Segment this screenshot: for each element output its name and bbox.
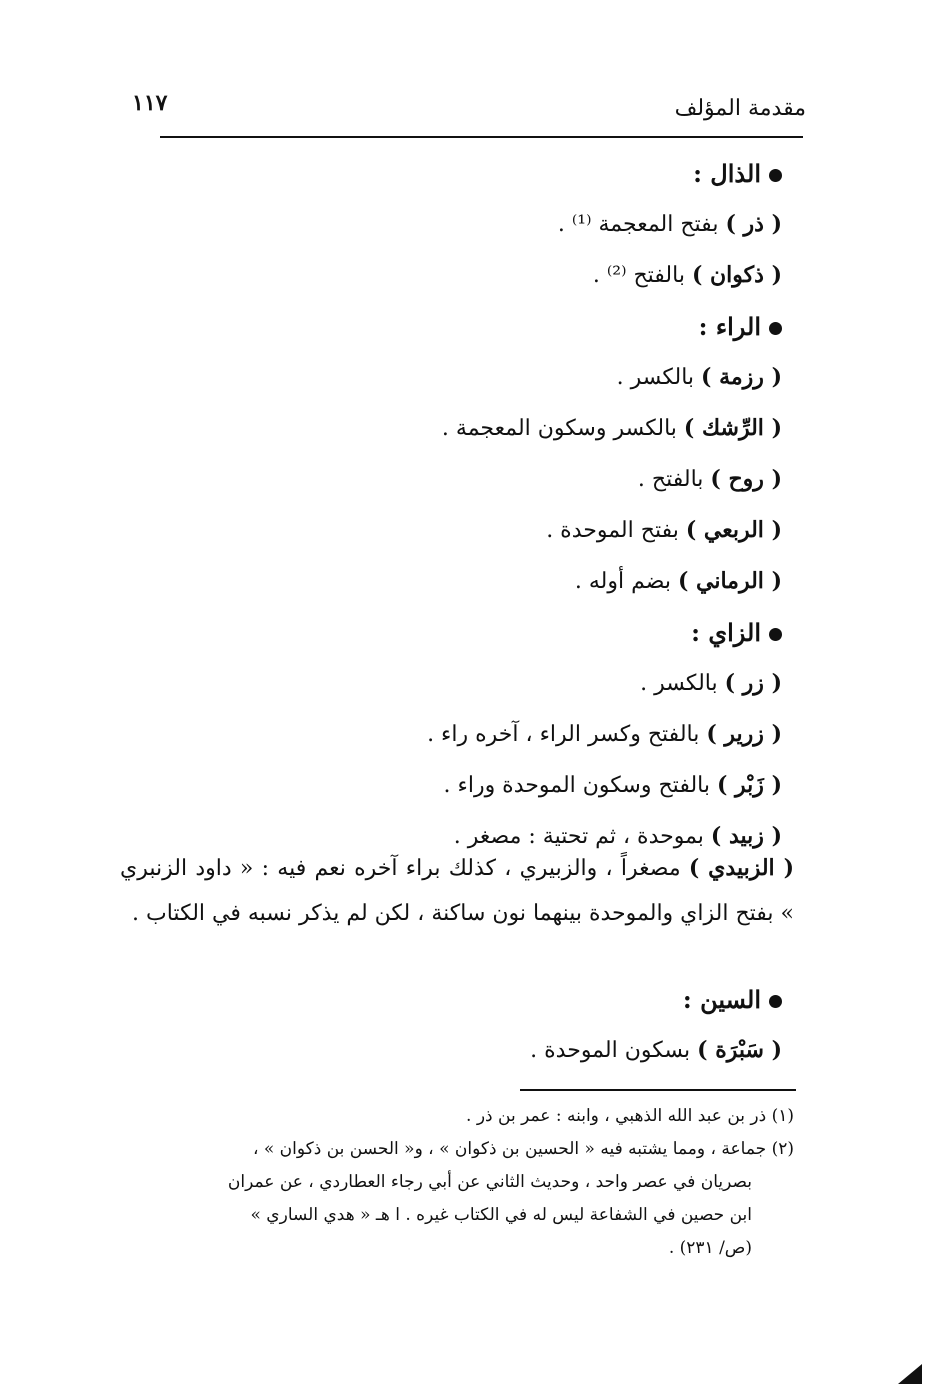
entry-line xyxy=(142,658,782,709)
entry-line xyxy=(142,250,782,301)
entry-term: ( الربعي ) xyxy=(685,517,782,543)
entry-text: بالكسر وسكون المعجمة . xyxy=(441,416,684,441)
entry-text: بالفتح وسكون الموحدة وراء . xyxy=(443,773,717,798)
section-heading-zay: الزاي : xyxy=(142,607,782,658)
entry-text: مصغراً ، والزبيري ، كذلك براء آخره نعم فيه : « داود الزنبري » بفتح الزاي والموحدة بينهما نون ساكنة ، لكن لم يذكر نسبه في الكتاب . xyxy=(120,856,794,926)
entry-term: ( سَبْرَة ) xyxy=(697,1037,782,1063)
bullet-icon xyxy=(769,628,782,641)
footnote-rule xyxy=(520,1089,796,1091)
entry-line xyxy=(142,505,782,556)
footnote-2-continuation: بصريان في عصر واحد ، وحديث الثاني عن أبي رجاء العطاردي ، عن عمران xyxy=(227,1172,752,1192)
entry-term: ( ذكوان ) xyxy=(691,262,782,288)
entry-text: بالفتح وكسر الراء ، آخره راء . xyxy=(427,722,707,747)
section-heading-sin: السين : xyxy=(142,974,782,1025)
entry-text: بضم أوله . xyxy=(574,569,678,594)
main-text-lower xyxy=(142,974,782,1076)
header-rule xyxy=(160,136,803,138)
bullet-icon xyxy=(769,169,782,182)
entry-term: ( زرير ) xyxy=(706,721,782,747)
entry-text: بفتح المعجمة ⁽¹⁾ . xyxy=(557,212,726,237)
section-heading-dhal: الذال : xyxy=(142,148,782,199)
footnote-1: (١) ذر بن عبد الله الذهبي ، وابنه : عمر بن ذر . xyxy=(466,1106,794,1126)
entry-line xyxy=(142,403,782,454)
bullet-icon xyxy=(769,995,782,1008)
entry-line xyxy=(142,709,782,760)
zubaydi-paragraph xyxy=(120,846,794,936)
entry-term: ( رزمة ) xyxy=(701,364,782,390)
entry-term: ( روح ) xyxy=(710,466,782,492)
page-corner-triangle-icon xyxy=(898,1364,922,1384)
entry-text: بسكون الموحدة . xyxy=(530,1038,698,1063)
entry-text: بالكسر . xyxy=(640,671,725,696)
entry-text: بالكسر . xyxy=(616,365,702,390)
bullet-icon xyxy=(769,322,782,335)
entry-text: بالفتح ⁽²⁾ . xyxy=(592,263,692,288)
entry-term: ( الرِّشك ) xyxy=(683,415,782,441)
entry-term: ( الرماني ) xyxy=(677,568,782,594)
entry-text: بالفتح . xyxy=(637,467,711,492)
footnote-2-continuation: (ص/ ٢٣١) . xyxy=(668,1238,752,1258)
main-text xyxy=(142,148,782,862)
entry-line xyxy=(142,1025,782,1076)
entry-line xyxy=(142,556,782,607)
entry-term: ( ذر ) xyxy=(725,211,782,237)
footnote-2-continuation: ابن حصين في الشفاعة ليس له في الكتاب غيره . ا هـ « هدي الساري » xyxy=(250,1205,752,1225)
footnotes xyxy=(114,1100,794,1265)
entry-line xyxy=(142,199,782,250)
entry-term: ( الزبيدي ) xyxy=(688,855,794,881)
entry-line xyxy=(142,760,782,811)
entry-term: ( زبيد ) xyxy=(710,823,782,849)
entry-line xyxy=(142,352,782,403)
footnote-2: (٢) جماعة ، ومما يشتبه فيه « الحسين بن ذكوان » ، و« الحسن بن ذكوان » ، xyxy=(252,1139,794,1159)
entry-term: ( زر ) xyxy=(724,670,782,696)
page-number: ١١٧ xyxy=(132,90,168,116)
entry-line xyxy=(142,454,782,505)
running-header-title: مقدمة المؤلف xyxy=(674,96,806,121)
entry-term: ( زَبْر ) xyxy=(716,772,782,798)
section-heading-ra: الراء : xyxy=(142,301,782,352)
entry-text: بموحدة ، ثم تحتية : مصغر . xyxy=(453,824,711,849)
entry-text: بفتح الموحدة . xyxy=(546,518,686,543)
